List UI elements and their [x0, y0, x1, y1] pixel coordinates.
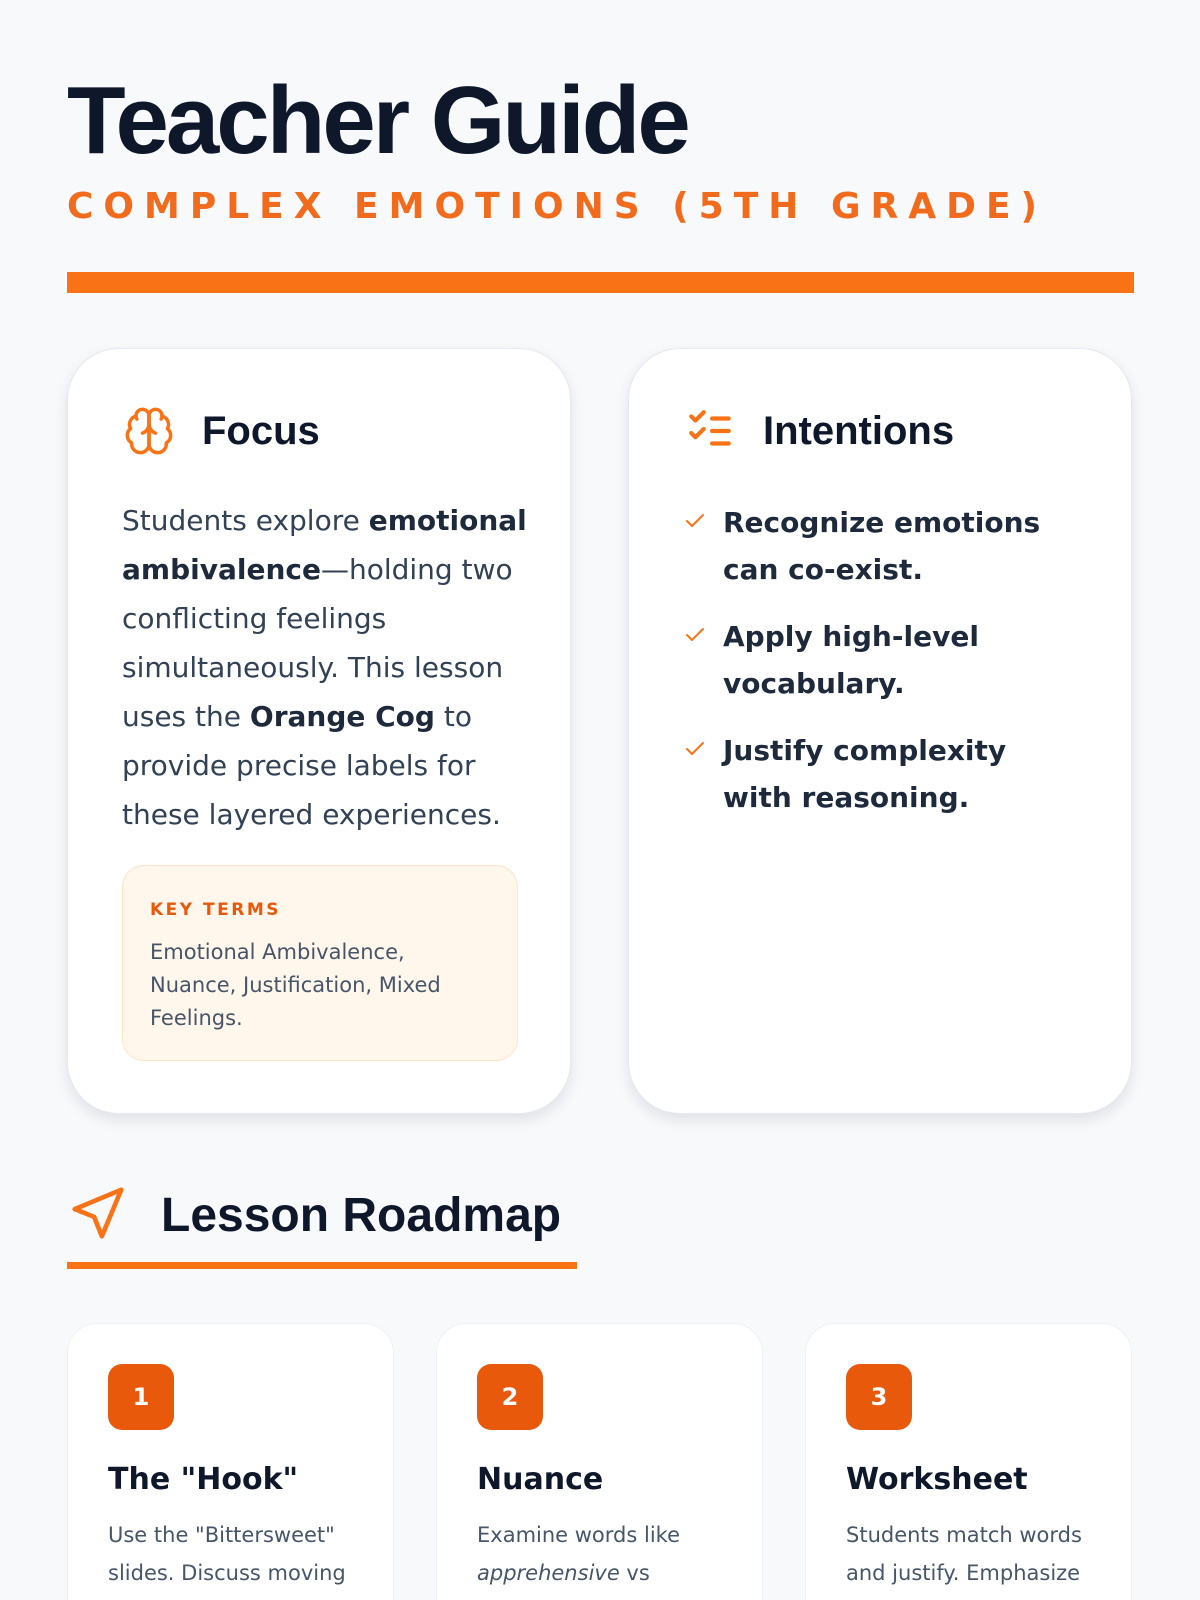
roadmap-title: Lesson Roadmap: [161, 1188, 562, 1242]
step-number-badge: 2: [477, 1364, 543, 1430]
focus-term-orange-cog: Orange Cog: [249, 700, 435, 733]
intention-text: Justify complexity with reasoning.: [723, 734, 1007, 814]
step-text-part: Use the "Bittersweet" slides. Discuss moving: [108, 1523, 346, 1585]
roadmap-step-3: [805, 1323, 1132, 1600]
intentions-header: [683, 401, 954, 461]
step-description: [846, 1516, 1116, 1592]
step-text-part: vs: [619, 1561, 650, 1585]
check-icon: [683, 499, 723, 593]
title-divider: [67, 272, 1134, 293]
intentions-card: [628, 348, 1132, 1114]
step-title: The "Hook": [108, 1462, 299, 1497]
key-terms-title: KEY TERMS: [150, 900, 281, 920]
key-terms-box: [122, 865, 518, 1061]
page-title: Teacher Guide: [67, 67, 688, 174]
step-title: Nuance: [477, 1462, 604, 1497]
focus-description: [122, 496, 527, 839]
focus-header: [122, 401, 320, 461]
focus-title: Focus: [202, 408, 320, 453]
key-terms-text: Emotional Ambivalence, Nuance, Justification, Mixed Feelings.: [150, 940, 441, 1030]
step-text-part: Examine words like: [477, 1523, 680, 1547]
focus-card: [67, 348, 571, 1114]
list-item: [683, 613, 1083, 707]
navigation-arrow-icon: [67, 1182, 129, 1248]
step-title: Worksheet: [846, 1462, 1028, 1497]
checklist-icon: [683, 404, 737, 458]
check-icon: [683, 613, 723, 707]
roadmap-step-1: [67, 1323, 394, 1600]
step-text-emphasis: apprehensive: [477, 1561, 620, 1585]
step-description: [477, 1516, 747, 1592]
roadmap-step-2: [436, 1323, 763, 1600]
step-description: [108, 1516, 378, 1592]
page-subtitle: COMPLEX EMOTIONS (5TH GRADE): [67, 186, 1047, 227]
step-number-badge: 1: [108, 1364, 174, 1430]
focus-term-ambivalence: emotional ambivalence: [122, 504, 527, 586]
list-item: [683, 727, 1083, 821]
check-icon: [683, 727, 723, 821]
intentions-list: [683, 499, 1083, 841]
intention-text: Recognize emotions can co-exist.: [723, 506, 1041, 586]
roadmap-divider: [67, 1262, 577, 1269]
step-number-badge: 3: [846, 1364, 912, 1430]
focus-text-part: —holding two conflicting feelings simultaneously. This lesson uses the: [122, 553, 513, 733]
list-item: [683, 499, 1083, 593]
intentions-title: Intentions: [763, 408, 955, 453]
focus-text-part: to provide precise labels for these layered experiences.: [122, 700, 501, 831]
focus-text-part: Students explore: [122, 504, 369, 537]
step-text-part: Students match words and justify. Emphasize: [846, 1523, 1082, 1585]
teacher-guide-page: [67, 0, 1134, 1600]
roadmap-header: [67, 1180, 561, 1250]
brain-icon: [122, 404, 176, 458]
intention-text: Apply high-level vocabulary.: [723, 620, 979, 700]
